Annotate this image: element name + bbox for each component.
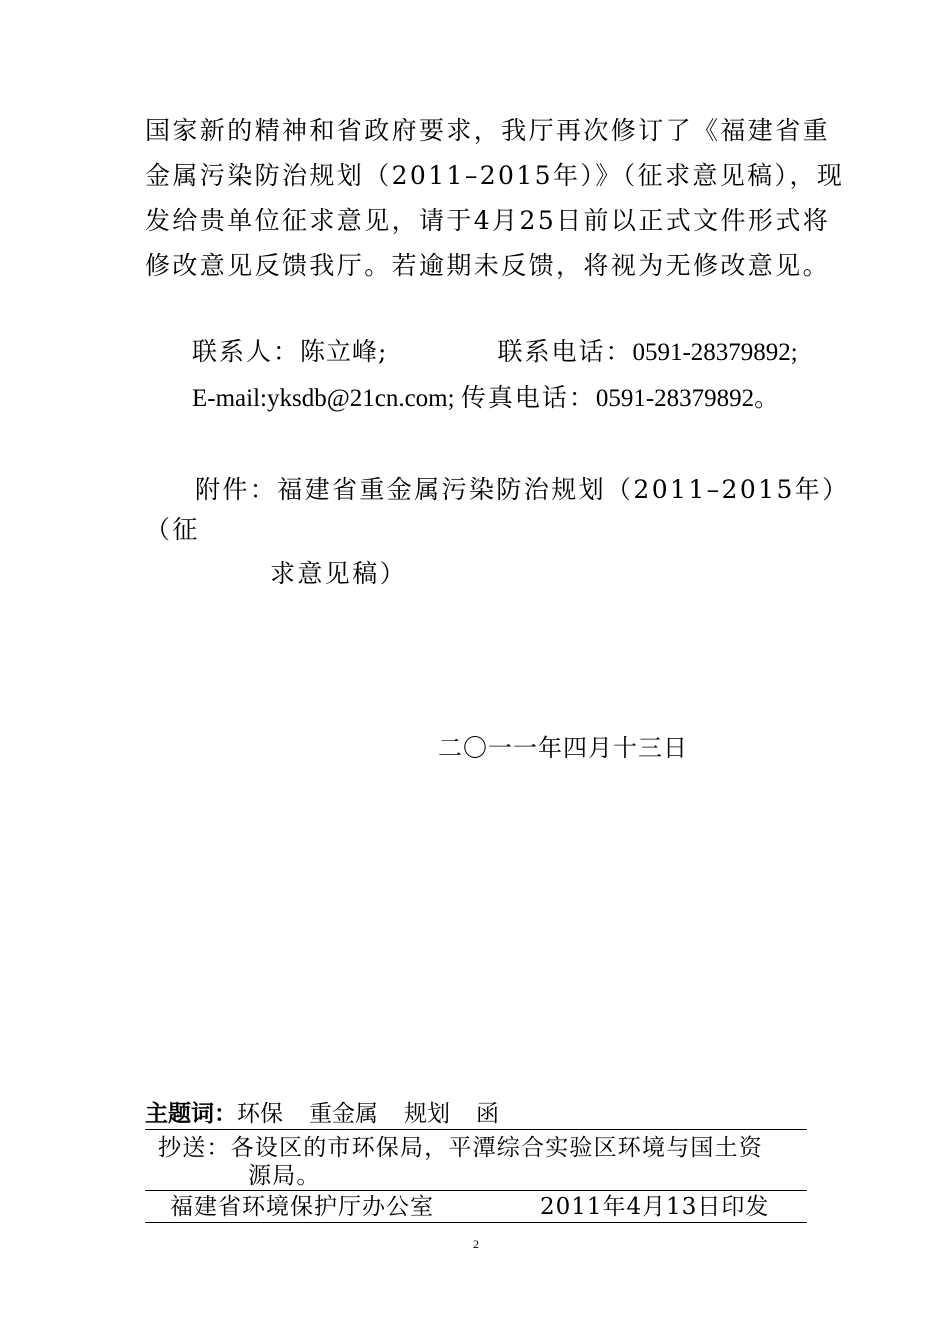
issue-date: 2011年4月13日印发: [540, 1194, 770, 1220]
attachment-line-2: （征: [145, 515, 200, 544]
fax-number: 0591-28379892。: [595, 385, 780, 412]
attachment-line-1: 附件：福建省重金属污染防治规划（2011–2015年）: [195, 475, 850, 504]
contact-line-1: [192, 334, 798, 371]
keywords-line: [145, 1098, 525, 1130]
contact-person-label: 联系人：: [192, 337, 301, 366]
attachment-line-3: 求意见稿）: [270, 559, 408, 588]
body-line: 发给贵单位征求意见，请于4月25日前以正式文件形式将: [145, 206, 831, 235]
body-line: 国家新的精神和省政府要求，我厅再次修订了《福建省重: [145, 116, 831, 145]
document-date: 二〇一一年四月十三日: [438, 734, 688, 762]
footer-rule-top: [145, 1129, 807, 1130]
body-line: 金属污染防治规划（2011–2015年）》（征求意见稿），现: [145, 161, 845, 190]
contact-phone-label: 联系电话：: [497, 337, 633, 366]
body-line: 修改意见反馈我厅。若逾期未反馈，将视为无修改意见。: [145, 251, 831, 280]
keyword: 环保: [237, 1101, 283, 1127]
keyword: 规划: [404, 1101, 450, 1127]
cc-line-2: 源局。: [248, 1163, 321, 1189]
contact-phone: 0591-28379892;: [632, 339, 798, 366]
page-number: 2: [473, 1237, 479, 1251]
cc-line-1: 抄送：各设区的市环保局，平潭综合实验区环境与国土资: [158, 1135, 763, 1161]
email-address: yksdb@21cn.com;: [266, 385, 455, 412]
email-label: E-mail:: [192, 385, 267, 412]
keywords-label: 主题词：: [145, 1100, 237, 1127]
contact-person-name: 陈立峰;: [300, 337, 388, 366]
issuer: 福建省环境保护厅办公室: [170, 1194, 434, 1220]
footer-rule-bottom: [145, 1222, 807, 1223]
footer-rule-middle: [145, 1190, 807, 1191]
fax-label: 传真电话：: [460, 383, 596, 412]
contact-line-2: [192, 380, 779, 417]
keyword: 重金属: [309, 1101, 378, 1127]
keyword: 函: [476, 1101, 499, 1127]
